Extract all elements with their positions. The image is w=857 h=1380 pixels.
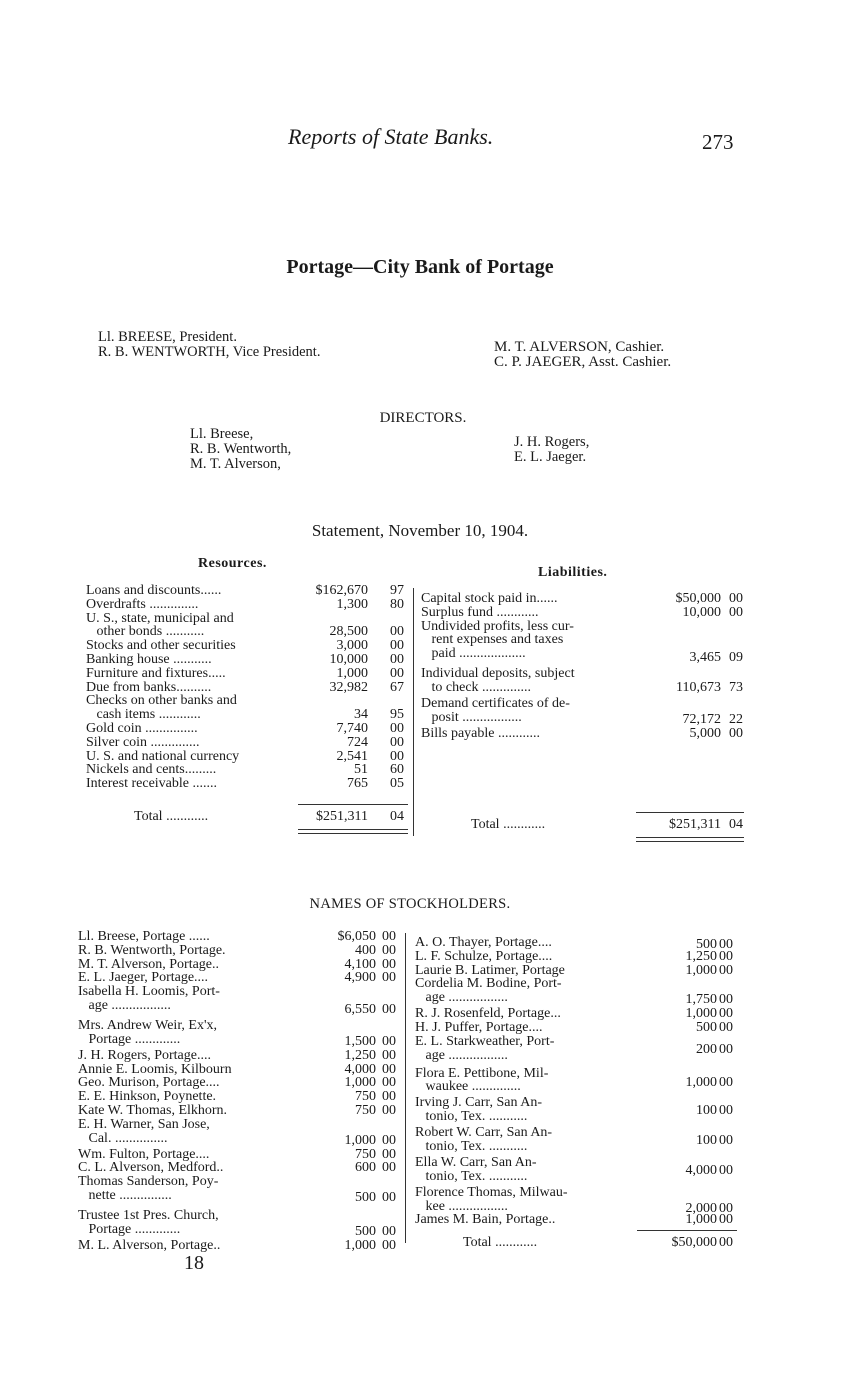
row-amount: 724 [347,734,368,750]
list-item [78,1189,403,1209]
liabilities-heading: Liabilities. [538,565,608,580]
double-rule [298,829,408,830]
row-cents: 09 [729,650,743,666]
stockholder-name: tonio, Tex. ........... [415,1168,528,1184]
row-amount: 1,300 [336,596,368,612]
stockholder-name: R. J. Rosenfeld, Portage... [415,1006,561,1022]
stockholder-cents: 00 [382,1061,396,1077]
total-amount: $251,311 [669,817,721,832]
stockholder-cents: 00 [719,1019,733,1035]
list-item [415,936,745,950]
row-cents: 73 [729,679,743,695]
director: M. T. Alverson, [190,456,281,472]
stockholder-cents: 00 [382,1033,396,1049]
row-amount: 110,673 [676,679,721,695]
row-amount: 34 [354,707,368,723]
table-row [86,722,410,736]
table-row [86,612,410,626]
resources-heading: Resources. [198,556,267,571]
officers-right [494,340,671,370]
stockholder-amount: 500 [355,1223,376,1239]
stockholder-amount: 1,250 [344,1047,376,1063]
row-cents: 97 [390,583,404,598]
row-label: other bonds ........... [86,624,205,640]
stockholder-cents: 00 [382,1223,396,1239]
directors-right [514,435,589,465]
table-row [421,697,751,711]
stockholder-name: nette ............... [78,1187,172,1203]
table-row [86,736,410,750]
stockholder-amount: 100 [696,1132,717,1148]
list-item [78,1049,403,1063]
stockholder-name: waukee .............. [415,1079,521,1095]
row-amount: 10,000 [682,604,721,620]
stockholder-name: age ................. [78,997,171,1013]
stockholders-total [415,1236,745,1250]
row-cents: 00 [390,734,404,750]
stockholder-amount: 600 [355,1160,376,1176]
row-label: paid ................... [421,646,526,662]
statement-title: Statement, November 10, 1904. [311,521,529,540]
total-row [415,1236,745,1250]
row-amount: $162,670 [315,583,368,598]
row-label: Gold coin ............... [86,720,198,736]
row-cents: 05 [390,776,404,792]
row-cents: 00 [390,720,404,736]
list-item [78,1033,403,1049]
list-item [78,1223,403,1239]
row-amount: 3,000 [336,638,368,654]
liabilities-table [421,592,751,741]
director: R. B. Wentworth, [190,441,292,457]
stockholder-name: C. L. Alverson, Medford.. [78,1160,224,1176]
list-item [78,958,403,972]
stockholder-name: Cal. ............... [78,1130,168,1146]
stockholder-name: M. L. Alverson, Portage.. [78,1237,221,1253]
stockholder-name: Annie E. Loomis, Kilbourn [78,1061,232,1077]
stockholder-cents: 00 [719,937,733,952]
list-item [78,1175,403,1189]
total-amount: $50,000 [671,1235,717,1250]
row-cents: 00 [390,651,404,667]
table-row [421,711,751,727]
row-cents: 67 [390,679,404,695]
list-item [78,1104,403,1118]
stockholder-name: Portage ............. [78,1221,181,1237]
stockholder-cents: 00 [382,1189,396,1205]
stockholder-name: Flora E. Pettibone, Mil- [415,1065,549,1081]
list-item [415,991,745,1007]
row-amount: 2,541 [336,748,368,764]
bank-title: Portage—City Bank of Portage [286,256,554,278]
row-label: U. S., state, municipal and [86,610,234,626]
stockholder-name: age ................. [415,1047,508,1063]
stockholder-amount: 750 [355,1089,376,1105]
list-item [78,1239,403,1253]
rule [637,1230,737,1231]
row-cents: 95 [390,707,404,723]
row-label: Interest receivable ....... [86,776,217,792]
stockholder-cents: 00 [382,956,396,972]
row-cents: 00 [390,748,404,764]
stockholders-right [415,936,745,1227]
row-amount: 10,000 [329,651,368,667]
total-cents: 00 [719,1235,733,1250]
row-label: Stocks and other securities [86,638,236,654]
list-item [78,1148,403,1162]
row-cents: 00 [729,725,743,741]
list-item [415,1186,745,1200]
stockholder-name: Trustee 1st Pres. Church, [78,1207,219,1223]
total-label: Total ............ [134,809,209,824]
officer-asst-cashier: C. P. JAEGER, Asst. Cashier. [494,354,672,370]
stockholder-cents: 00 [719,1041,733,1057]
stockholder-name: E. E. Hinkson, Poynette. [78,1089,217,1105]
stockholder-name: Isabella H. Loomis, Port- [78,984,220,1000]
total-cents: 04 [390,809,404,824]
table-row [86,750,410,764]
stockholder-amount: 1,750 [685,992,717,1008]
resources-table [86,584,410,791]
stockholder-amount: $6,050 [337,929,376,944]
stockholder-amount: 500 [355,1189,376,1205]
table-row [86,598,410,612]
stockholder-amount: 1,000 [344,1075,376,1091]
row-cents: 00 [390,665,404,681]
stockholder-cents: 00 [382,1160,396,1176]
row-amount: 7,740 [336,720,368,736]
stockholder-name: J. H. Rogers, Portage.... [78,1047,211,1063]
stockholder-amount: 400 [355,942,376,958]
stockholder-name: E. L. Starkweather, Port- [415,1033,555,1049]
stockholder-amount: 2,000 [685,1200,717,1216]
table-row [86,708,410,722]
stockholder-amount: 1,000 [344,1237,376,1253]
stockholder-name: M. T. Alverson, Portage.. [78,956,220,972]
list-item [415,964,745,978]
table-row [86,639,410,653]
double-rule [636,837,744,838]
stockholder-amount: 4,900 [344,970,376,986]
stockholder-amount: 100 [696,1103,717,1119]
stockholder-amount: 1,500 [344,1033,376,1049]
running-title: Reports of State Banks. [288,124,494,149]
list-item [415,1007,745,1021]
stockholder-name: H. J. Puffer, Portage.... [415,1019,543,1035]
row-amount: $50,000 [675,591,721,606]
stockholder-cents: 00 [719,1162,733,1178]
list-item [78,999,403,1019]
table-row [86,667,410,681]
list-item [78,1209,403,1223]
page-number: 273 [702,130,734,154]
row-label: Overdrafts .............. [86,596,199,612]
row-amount: 28,500 [329,624,368,640]
stockholder-amount: 1,000 [685,1006,717,1022]
list-item [78,944,403,958]
list-item [78,971,403,985]
row-label: Due from banks.......... [86,679,212,695]
stockholder-name: tonio, Tex. ........... [415,1138,528,1154]
row-label: to check .............. [421,679,532,695]
row-cents: 00 [729,591,743,606]
table-row [421,633,751,647]
row-cents: 00 [390,624,404,640]
table-row [86,681,410,695]
stockholder-cents: 00 [382,1001,396,1017]
row-label: Banking house ........... [86,651,212,667]
row-amount: 51 [354,762,368,778]
stockholder-amount: 4,000 [344,1061,376,1077]
total-cents: 04 [729,817,743,832]
row-label: Capital stock paid in...... [421,591,558,606]
rule [636,812,744,813]
row-label: Nickels and cents......... [86,762,217,778]
total-row [86,810,410,824]
stockholder-name: kee ................. [415,1198,508,1214]
total-amount: $251,311 [316,809,368,824]
stockholder-cents: 00 [719,1075,733,1091]
director: Ll. Breese, [190,426,254,442]
stockholder-amount: 500 [696,1019,717,1035]
stockholders-left [78,930,403,1253]
list-item [415,1075,745,1096]
stockholder-amount: 1,000 [344,1132,376,1148]
stockholder-name: Ella W. Carr, San An- [415,1154,537,1170]
table-row [86,625,410,639]
stockholder-amount: 6,550 [344,1001,376,1017]
row-amount: 765 [347,776,368,792]
officers-left [98,330,320,360]
stockholder-cents: 00 [382,970,396,986]
total-row [421,818,751,832]
rule [298,804,408,805]
stockholder-amount: 1,000 [685,1075,717,1091]
stockholder-name: Geo. Murison, Portage.... [78,1075,220,1091]
stockholder-cents: 00 [382,1102,396,1118]
stockholder-name: E. L. Jaeger, Portage.... [78,970,209,986]
liabilities-total [421,818,751,832]
stockholder-name: James M. Bain, Portage.. [415,1212,556,1228]
column-divider [413,588,414,836]
total-label: Total ............ [463,1235,538,1250]
stockholder-amount: 500 [696,937,717,952]
row-label: cash items ............ [86,707,201,723]
stockholder-cents: 00 [382,1132,396,1148]
stockholder-amount: 4,000 [685,1162,717,1178]
row-label: Loans and discounts...... [86,583,222,598]
stockholder-amount: 4,100 [344,956,376,972]
stockholder-name: Thomas Sanderson, Poy- [78,1174,219,1190]
double-rule [298,833,408,834]
row-cents: 22 [729,711,743,727]
stockholder-name: R. B. Wentworth, Portage. [78,942,226,958]
row-cents: 00 [729,604,743,620]
double-rule [636,841,744,842]
stockholder-name: Cordelia M. Bodine, Port- [415,976,562,992]
row-amount: 3,465 [689,650,721,666]
stockholder-name: L. F. Schulze, Portage.... [415,948,553,964]
list-item [78,1118,403,1132]
row-label: Individual deposits, subject [421,666,575,682]
stockholder-cents: 00 [719,948,733,964]
stockholder-cents: 00 [719,1103,733,1119]
stockholder-name: Laurie B. Latimer, Portage [415,962,565,978]
officer-vice-president: R. B. WENTWORTH, Vice President. [98,344,321,360]
stockholder-cents: 00 [382,929,396,944]
list-item [415,950,745,964]
row-cents: 00 [390,638,404,654]
stockholder-name: A. O. Thayer, Portage.... [415,935,552,950]
stockholder-name: Florence Thomas, Milwau- [415,1184,568,1200]
stockholder-cents: 00 [719,1212,733,1228]
list-item [415,1021,745,1035]
stockholder-name: Irving J. Carr, San An- [415,1095,542,1111]
row-label: Undivided profits, less cur- [421,618,574,634]
table-row [421,620,751,634]
row-amount: 72,172 [682,711,721,727]
list-item [415,1213,745,1227]
resources-total [86,810,410,824]
table-row [86,763,410,777]
stockholder-amount: 1,000 [685,1212,717,1228]
stockholder-cents: 00 [382,1237,396,1253]
list-item [415,977,745,991]
row-label: rent expenses and taxes [421,632,564,648]
stockholder-name: Robert W. Carr, San An- [415,1125,553,1141]
stockholder-name: Portage ............. [78,1031,181,1047]
stockholder-cents: 00 [719,962,733,978]
list-item [78,1063,403,1077]
list-item [78,1019,403,1033]
table-row [86,777,410,791]
stockholder-amount: 200 [696,1041,717,1057]
list-item [78,985,403,999]
officer-cashier: M. T. ALVERSON, Cashier. [494,339,665,355]
stockholders-heading: NAMES OF STOCKHOLDERS. [309,896,511,912]
stockholder-cents: 00 [719,1200,733,1216]
row-amount: 1,000 [336,665,368,681]
list-item [78,1076,403,1090]
row-amount: 32,982 [329,679,368,695]
row-label: Bills payable ............ [421,725,540,741]
row-label: Demand certificates of de- [421,695,570,711]
list-item [78,1161,403,1175]
row-label: Silver coin .............. [86,734,200,750]
table-row [421,667,751,681]
stockholder-amount: 1,250 [685,948,717,964]
stockholder-name: Wm. Fulton, Portage.... [78,1146,210,1162]
row-label: Checks on other banks and [86,693,237,709]
total-label: Total ............ [471,817,546,832]
stockholder-name: Mrs. Andrew Weir, Ex'x, [78,1017,218,1033]
stockholder-cents: 00 [382,942,396,958]
stockholder-cents: 00 [382,1146,396,1162]
table-row [421,681,751,697]
stockholder-name: age ................. [415,990,508,1006]
officer-president: Ll. BREESE, President. [98,329,237,345]
signature-mark: 18 [184,1252,204,1274]
stockholder-cents: 00 [719,1006,733,1022]
table-row [421,606,751,620]
row-label: Surplus fund ............ [421,604,539,620]
list-item [415,1200,745,1214]
row-label: posit ................. [421,709,522,725]
stockholder-name: Ll. Breese, Portage ...... [78,929,210,944]
list-item [78,1132,403,1148]
list-item [78,1090,403,1104]
table-row [421,647,751,667]
row-cents: 60 [390,762,404,778]
row-cents: 80 [390,596,404,612]
table-row [421,592,751,606]
directors-left [190,427,291,472]
list-item [78,930,403,944]
row-label: Furniture and fixtures..... [86,665,226,681]
stockholder-cents: 00 [719,1132,733,1148]
table-row [86,584,410,598]
column-divider [405,933,406,1243]
stockholder-amount: 750 [355,1102,376,1118]
stockholder-cents: 00 [382,1075,396,1091]
directors-heading: DIRECTORS. [379,410,467,426]
stockholder-name: tonio, Tex. ........... [415,1109,528,1125]
stockholder-name: E. H. Warner, San Jose, [78,1116,210,1132]
stockholder-amount: 750 [355,1146,376,1162]
director: E. L. Jaeger. [514,449,587,465]
row-amount: 5,000 [689,725,721,741]
table-row [86,694,410,708]
stockholder-cents: 00 [382,1047,396,1063]
row-label: U. S. and national currency [86,748,240,764]
stockholder-name: Kate W. Thomas, Elkhorn. [78,1102,228,1118]
director: J. H. Rogers, [514,434,590,450]
stockholder-cents: 00 [719,992,733,1008]
stockholder-amount: 1,000 [685,962,717,978]
stockholder-cents: 00 [382,1089,396,1105]
table-row [421,727,751,741]
table-row [86,653,410,667]
